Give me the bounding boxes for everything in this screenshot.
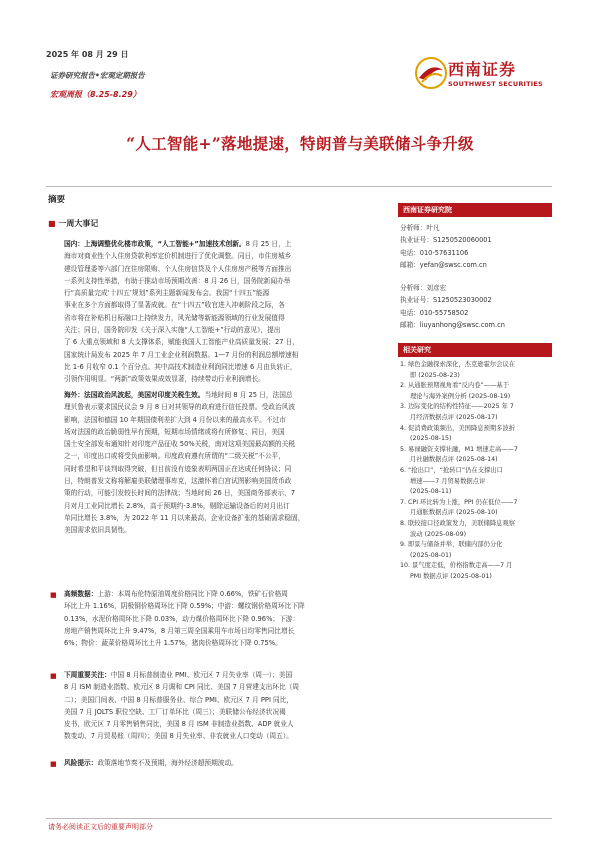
para-line: 海市对商业性个人住房贷款利率定价机制进行了优化调整。同日，市住房城乡 <box>64 252 292 261</box>
para-line: 数变动、7 月贸易账（周四）；美国 8 月失业率、非农就业人口变动（周五）。 <box>64 732 293 741</box>
para-line: 美国需求依旧具韧性。 <box>64 526 131 535</box>
para-line: 二）；美国门间表、中国 8 月标普服务业、综合 PMI、欧元区 7 月 PPI 同比， <box>64 695 294 704</box>
paragraph-overseas <box>64 389 391 537</box>
para-line: 中国 8 月标普制造业 PMI、欧元区 7 月失业率（周一）；美国 <box>110 671 293 679</box>
analyst-line: 分析师：叶凡 <box>400 224 440 232</box>
para-line: 理贝鲁表示要求国民议会 9 月 8 日对其领导的政府进行信任投票。受政治风波 <box>64 403 296 412</box>
bullet-icon: ■ <box>50 672 57 680</box>
logo-emblem-icon <box>414 56 448 90</box>
section-title: 一周大事记 <box>58 219 99 228</box>
para-line: 策的行动，可能引发较长时间的法律战；当地时间 26 日，美国商务部表示，7 <box>64 489 296 498</box>
related-item[interactable]: 9. 即景与储备并举，联储内部仍分化 (2025-08-01) <box>400 541 503 559</box>
bullet-icon: ■ <box>48 219 56 228</box>
analyst-card-1 <box>400 222 552 272</box>
para-line: 省市将在补贴机日标融口上持续发力，风光储等新能源领域的行业发展值得 <box>64 313 285 322</box>
para-line: 了 6 大重点领域和 8 大支撑体系，赋能我国人工智能产业高质量发展；27 日， <box>64 338 299 347</box>
related-item[interactable]: 8. 联较接口径政策发力，美联储降息观察 波动 (2025-08-09) <box>400 519 516 538</box>
para-line: 皮书，欧元区 7 月零售销售同比，美国 8 月 ISM 非制造业指数、ADP 就业人 <box>64 720 294 729</box>
report-title: “人工智能+”落地提速，特朗普与美联储斗争升级 <box>126 134 474 153</box>
para-line: 关注；同日，国务院印发《关于深入实施“人工智能+”行动的意见》，提出 <box>64 326 281 335</box>
related-item[interactable]: 3. 边际变化的结构性特征——2025 年 7 月经济数据点评 (2025-08-17) <box>400 403 514 421</box>
para-line: 6%；物价：蔬菜价格周环比上升 1.57%，猪肉价格周环比下降 0.75%。 <box>64 639 282 648</box>
para-lead: 国内：上海调整优化楼市政策，“人工智能+”加速技术创新。 <box>64 240 246 248</box>
footer-divider <box>46 818 552 819</box>
analyst-line: 执业证号：S1250523030002 <box>400 296 492 305</box>
para-line: 月对月工业同比增长 2.8%，高于预期约-3.8%，剔除运输设备后的对月出订 <box>64 501 290 510</box>
para-line: 单同比增长 3.8%，为 2022 年 11 月以来最高，企业设备扩张的基础需求稳固， <box>64 513 305 522</box>
para-lead: 高频数据： <box>64 590 98 598</box>
paragraph-nextweek <box>64 669 391 743</box>
footer-disclaimer: 请务必阅读正文后的重要声明部分 <box>48 823 153 831</box>
para-line: 国土安全部发布通知针对印度产品征收 50%关税，南对这项美国最高额的关税 <box>64 440 295 449</box>
analyst-email[interactable]: 邮箱：liuyanhong@swsc.com.cn <box>400 321 505 330</box>
bullet-icon: ■ <box>50 760 57 768</box>
report-type: 证券研究报告•宏观定期报告 <box>50 71 145 80</box>
para-line: 影响，法国和德国 10 年期国债利差扩大到 4 月份以来的最高水平。不过市 <box>64 415 286 424</box>
para-lead: 海外：法国政治风波起，美国对印度关税生效。 <box>64 391 205 399</box>
related-item[interactable]: 2. 从通胀预期视角看“反内卷”——基于 理论与海外案例分析 (2025-08-19) <box>400 382 511 400</box>
para-line: 行“高质量完成‘十四五’规划”系列主题新闻发布会。我国“十四五”能源 <box>64 289 270 298</box>
para-line: 环比上升 1.16%，阴极铜价格周环比下降 0.59%；中游：螺纹钢价格周环比下降 <box>64 602 305 611</box>
logo-text-cn: 西南证券 <box>448 60 517 79</box>
para-line: 同时希望和平谈判取得突破，但目前没有迹象表明两国正在达成任何协议；同 <box>64 464 292 473</box>
related-list <box>400 360 552 582</box>
bullet-icon: ■ <box>50 591 57 599</box>
report-week: 宏观周报（8.25-8.29） <box>50 90 141 99</box>
paragraph-risk <box>64 757 391 769</box>
para-line: 房地产销售周环比上升 9.47%，8 月第三周全国乘用车市场日均零售同比增长 <box>64 626 295 635</box>
para-lead: 风险提示： <box>64 759 98 767</box>
para-line: 8 月 ISM 制造业指数、欧元区 8 月调和 CPI 同比、美国 7 月营建支出环比（周 <box>64 683 300 692</box>
analyst-line: 电话：010-57631106 <box>400 248 469 257</box>
paragraph-highfreq <box>64 588 391 649</box>
related-item[interactable]: 1. 绿色金融探索深化，杰克逊霍尔会议在 即 (2025-08-23) <box>400 361 516 379</box>
related-item[interactable]: 4. 促消费政策频出，美国降息预期多波折 (2025-08-15) <box>400 424 516 443</box>
para-line: 建设管理委等六部门在住房限购、个人住房信贷及个人住房房产税等方面推出 <box>64 264 292 273</box>
para-line: 上游：本周布伦特原油周度价格同比下降 0.66%，铁矿石价格周 <box>97 590 288 598</box>
para-lead: 下周重要关注： <box>64 671 111 679</box>
related-item[interactable]: 5. 易禄融资支撑社融，M1 增速走高——7 月社融数据点评 (2025-08-14) <box>400 445 518 464</box>
section-heading <box>48 218 98 229</box>
para-line: 引领作用明显。“两新”政策效果成效显著，持续带动行业利润增长。 <box>64 375 265 384</box>
related-item[interactable]: 6. “抢出口”，“抢转口”仍在支撑出口 增速——7 月贸易数据点评 (2025-08-11) <box>400 466 503 496</box>
divider <box>46 186 552 187</box>
analyst-card-2 <box>400 282 552 332</box>
paragraph-domestic <box>64 238 391 386</box>
para-line: 8 月 25 日，上 <box>245 240 292 248</box>
para-line: 美国 7 月 JOLTS 职位空缺、工厂订单环比（周三）；美联储公布经济状况褐 <box>64 707 286 716</box>
institute-banner: 西南证券研究院 <box>398 203 552 217</box>
analyst-line: 执业证号：S1250520060001 <box>400 236 492 245</box>
para-line: 比 1-6 月收窄 0.1 个百分点。其中高技术制造业利润同比增速 6 月由负转正， <box>64 362 297 371</box>
para-line: 事业在多个方面都取得了显著成就。在“十四五”收官进入冲刺阶段之际，各 <box>64 301 285 310</box>
para-line: 国家统计局发布 2025 年 7 月工业企业利润数据。1—7 月份的利润总额增速相 <box>64 350 299 359</box>
para-line: 日，特朗普发文称将解雇美联储理事库克，这激怀着白宫试图影响美国货币政 <box>64 477 292 486</box>
related-item[interactable]: 10. 景气度走低，价格指数走高——7 月 PMI 数据点评 (2025-08-01) <box>400 562 513 580</box>
para-line: 之一，印度出口或将受负面影响。印度政府遵有所谓的“二级关税”不公平， <box>64 452 285 461</box>
para-line: 政策落地节奏不及预期，海外经济超预期波动。 <box>97 759 238 767</box>
analyst-email[interactable]: 邮箱：yefan@swsc.com.cn <box>400 261 487 270</box>
related-item[interactable]: 7. CPI 环比转为上涨，PPI 仍在低位——7 月通胀数据点评 (2025-08-10) <box>400 498 518 517</box>
para-line: 0.13%，水泥价格周环比下降 0.03%，动力煤价格周环比下降 0.96%；下游： <box>64 614 300 623</box>
analyst-line: 电话：010-55758502 <box>400 308 469 317</box>
para-line: 场对法国的政治脆弱性早有预期，短期市场情绪或将有所修复；同日，美国 <box>64 427 285 436</box>
logo-text-en: SOUTHWEST SECURITIES <box>448 80 543 88</box>
related-heading: 相关研究 <box>398 343 552 357</box>
para-line: 当地时间 8 月 25 日，法国总 <box>204 391 293 399</box>
report-date: 2025 年 08 月 29 日 <box>46 50 129 59</box>
abstract-heading: 摘要 <box>48 195 66 205</box>
para-line: 一系列支持性举措，有助于推动市场预期改善：8 月 26 日，国务院新闻办举 <box>64 276 291 285</box>
analyst-line: 分析师：刘彦宏 <box>400 284 447 292</box>
